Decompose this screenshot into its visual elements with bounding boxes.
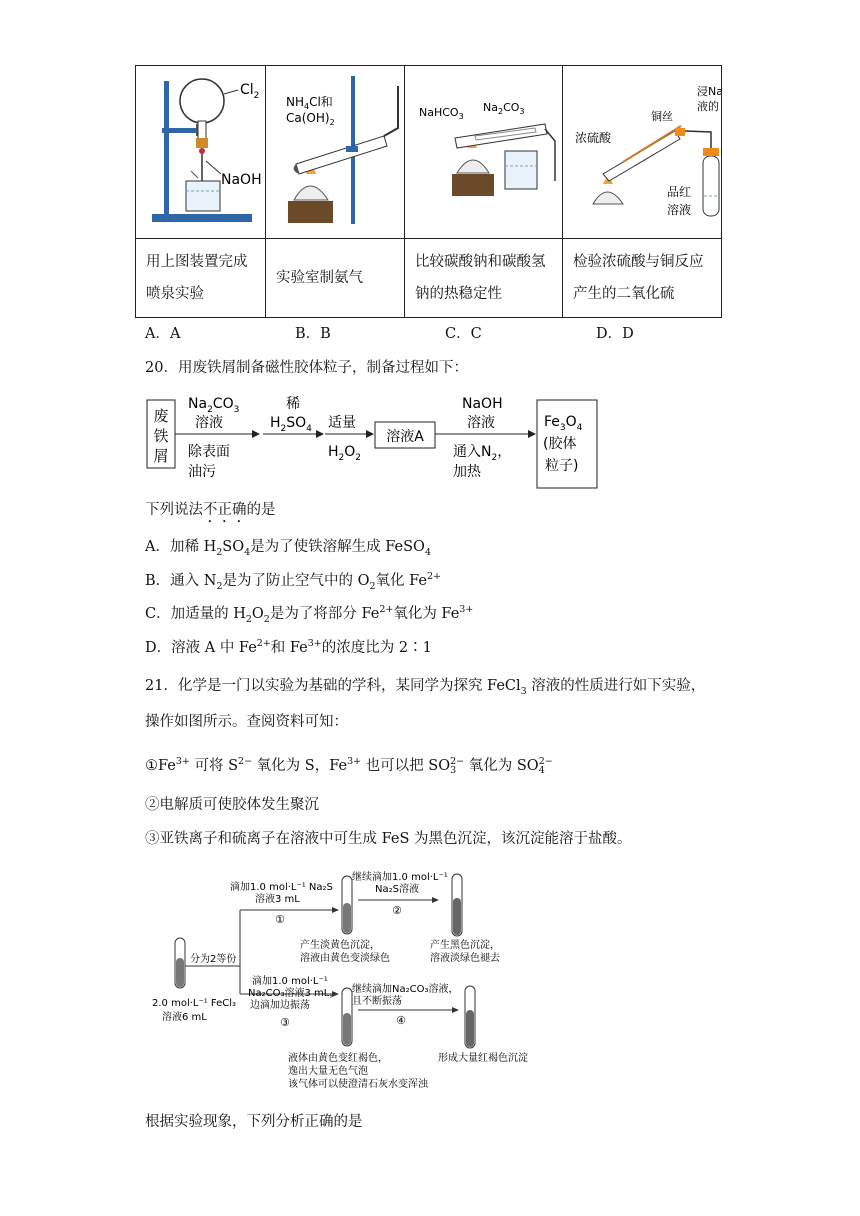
s3-n2-sub: 2: [491, 453, 498, 463]
label-na2co3-b: CO: [503, 101, 520, 114]
box-fei: 废: [153, 407, 169, 425]
svg-text:Na2CO3: [483, 101, 525, 116]
obs3-l3: 该气体可以使澄清石灰水变浑浊: [288, 1079, 428, 1090]
s2-h2o2-h: H: [328, 444, 339, 460]
s1-co: CO: [212, 396, 234, 412]
box-fe: Fe: [544, 414, 560, 430]
q21-stem-line1: 21．化学是一门以实验为基础的学科，某同学为探究 FeCl$_3$ 溶液的性质进行如下实验，: [145, 678, 706, 697]
step1-l1: 滴加1.0 mol·L⁻¹ Na₂S: [230, 882, 333, 893]
apparatus-b-cell: [266, 66, 405, 239]
s3-solution: 溶液: [467, 415, 495, 431]
step3-l1: 滴加1.0 mol·L⁻¹: [252, 976, 328, 987]
s1-sub3: 3: [233, 405, 240, 415]
box-xie: 屑: [153, 447, 169, 465]
step3-l2: Na₂CO₃溶液3 mL，: [248, 988, 340, 999]
step2-l2: Na₂S溶液: [375, 884, 419, 895]
q19-option-b[interactable]: B．B: [295, 326, 331, 342]
s1-grease: 油污: [188, 464, 216, 480]
label-caoh-sub: 2: [329, 118, 335, 127]
s1-na: Na: [188, 396, 208, 412]
s1-remove: 除表面: [188, 444, 230, 460]
label-rongye: 溶液: [667, 203, 692, 217]
q20-option-a[interactable]: A．加稀 $H_2SO_4$是为了使铁溶解生成 FeSO$_4$: [145, 539, 431, 558]
obs1-l2: 溶液由黄色变淡绿色: [300, 953, 390, 964]
label-naoh: NaOH: [221, 172, 262, 188]
box-tie: 铁: [153, 427, 169, 445]
s2-dilute: 稀: [286, 396, 300, 412]
q21-stem-line2: 操作如图所示。查阅资料可知：: [145, 714, 348, 730]
label-cl: Cl: [240, 82, 254, 98]
q21-info-3: ③亚铁离子和硫离子在溶液中可生成 FeS 为黑色沉淀，该沉淀能溶于盐酸。: [145, 831, 632, 847]
label-cl-he: Cl和: [309, 95, 333, 109]
experiment-table: [135, 65, 722, 318]
iron-scrap-flowchart: [140, 386, 610, 494]
carbonate-apparatus-figure: [405, 66, 562, 234]
svg-text:H2SO4: [270, 415, 312, 434]
svg-text:NH4Cl和: [286, 95, 333, 111]
svg-text:Cl2: [240, 82, 259, 101]
label-ye-de: 液的: [697, 100, 719, 113]
apparatus-c-cell: [405, 66, 563, 239]
step4-num: ④: [396, 1014, 406, 1027]
s2-h: H: [270, 415, 281, 431]
q20-option-d[interactable]: D．溶液 A 中 $Fe^{2+}$和 $Fe^{3+}$的浓度比为 2∶1: [145, 638, 432, 656]
obs1-l1: 产生淡黄色沉淀，: [300, 940, 380, 951]
q20-stem: 20．用废铁屑制备磁性胶体粒子，制备过程如下：: [145, 360, 468, 376]
split-label: 分为2等份: [190, 954, 237, 965]
cell-a-text: 用上图装置完成 喷泉实验: [136, 239, 266, 318]
s2-so-sub: 4: [306, 424, 312, 434]
label-na2co3-a: Na: [483, 101, 498, 114]
s3-n2: 通入N: [453, 444, 492, 460]
svg-text:H2O2: [328, 444, 361, 463]
svg-text:Na2CO3: [188, 396, 239, 415]
label-nahco3: NaHCO: [419, 106, 459, 119]
start-label-2: 溶液6 mL: [162, 1012, 207, 1023]
s2-h2o2-o: O: [344, 444, 356, 460]
s1-solution: 溶液: [195, 415, 223, 431]
label-na2co3-sub2: 3: [519, 107, 525, 116]
apparatus-d-cell: [563, 66, 722, 239]
s3-naoh: NaOH: [462, 396, 503, 412]
step3-num: ③: [280, 1016, 290, 1029]
q19-option-a[interactable]: A．A: [145, 326, 181, 342]
q21-closing: 根据实验现象，下列分析正确的是: [145, 1114, 363, 1130]
emphasis-not-correct: 不正确: [203, 502, 247, 518]
svg-text:NaHCO3: [419, 106, 464, 121]
s1-sub2: 2: [207, 405, 213, 415]
step2-num: ②: [392, 904, 402, 917]
box-o: O: [565, 414, 577, 430]
obs3-l2: 逸出大量无色气泡: [288, 1066, 368, 1077]
obs2-l2: 溶液淡绿色褪去: [430, 953, 500, 964]
s2-proper-amount: 适量: [328, 415, 356, 431]
cell-b-text: 实验室制氨气: [266, 239, 405, 318]
step3-l3: 边滴加边振荡: [250, 1000, 310, 1011]
q21-info-2: ②电解质可使胶体发生聚沉: [145, 797, 319, 813]
s2-h2o2-sub2: 2: [355, 453, 362, 463]
label-cl-sub: 2: [253, 91, 260, 101]
q20-option-c[interactable]: C．加适量的 $H_2O_2$是为了将部分 $Fe^{2+}$氧化为 $Fe^{3+}$: [145, 604, 474, 625]
label-conc-h2so4: 浓硫酸: [575, 131, 612, 145]
label-pinhong: 品红: [667, 185, 692, 199]
s2-h-sub: 2: [280, 424, 287, 434]
svg-text:通入N2，: [453, 444, 511, 463]
s2-so: SO: [286, 415, 307, 431]
label-caoh: Ca(OH): [286, 111, 330, 125]
label-jin-na: 浸Na: [697, 85, 721, 98]
ammonia-apparatus-figure: [266, 66, 404, 234]
label-nahco3-sub: 3: [458, 112, 464, 121]
step4-l1: 继续滴加Na₂CO₃溶液，: [352, 984, 459, 995]
step1-l2: 溶液3 mL: [255, 894, 300, 905]
step4-l2: 且不断振荡: [352, 996, 402, 1007]
obs2-l1: 产生黑色沉淀，: [430, 940, 500, 951]
cell-c-text: 比较碳酸钠和碳酸氢 钠的热稳定性: [405, 239, 563, 318]
s3-heat: 加热: [453, 464, 481, 480]
q19-option-d[interactable]: D．D: [596, 326, 634, 342]
label-na2co3-sub1: 2: [497, 107, 504, 116]
apparatus-a-cell: [136, 66, 266, 239]
s2-h2o2-sub1: 2: [338, 453, 345, 463]
label-copper-wire: 铜丝: [651, 110, 673, 123]
box-fe-sub: 3: [559, 423, 566, 433]
box-o-sub: 4: [576, 423, 583, 433]
q20-question: 下列说法不正确的是: [145, 502, 276, 518]
q20-option-b[interactable]: B．通入 $N_2$是为了防止空气中的 $O_2$氧化 $Fe^{2+}$: [145, 571, 442, 592]
obs3-l1: 液体由黄色变红褐色，: [288, 1053, 388, 1064]
start-label-1: 2.0 mol·L⁻¹ FeCl₃: [152, 998, 237, 1009]
label-nh4: NH: [286, 95, 304, 109]
s3-comma: ，: [497, 444, 512, 460]
box-colloid: (胶体: [543, 436, 577, 452]
step1-num: ①: [275, 913, 285, 926]
obs4-l1: 形成大量红褐色沉淀: [438, 1053, 528, 1064]
box-particle: 粒子): [545, 458, 579, 474]
copper-sulfuric-apparatus-figure: [563, 66, 721, 234]
label-nh4-sub: 4: [304, 102, 310, 111]
fountain-apparatus-figure: [136, 66, 265, 234]
svg-text:Ca(OH)2: [286, 111, 335, 127]
box-solution-a: 溶液A: [386, 429, 424, 445]
q21-info-1: $①Fe^{3+}$ 可将 $S^{2-}$ 氧化为 S，$Fe^{3+}$ 也可以把 SO2− 3 氧化为 SO2− 4: [145, 756, 553, 776]
cell-d-text: 检验浓硫酸与铜反应 产生的二氧化硫: [563, 239, 722, 318]
step2-l1: 继续滴加1.0 mol·L⁻¹: [352, 872, 448, 883]
q19-option-c[interactable]: C．C: [445, 326, 482, 342]
fecl3-experiment-diagram: [140, 868, 540, 1100]
